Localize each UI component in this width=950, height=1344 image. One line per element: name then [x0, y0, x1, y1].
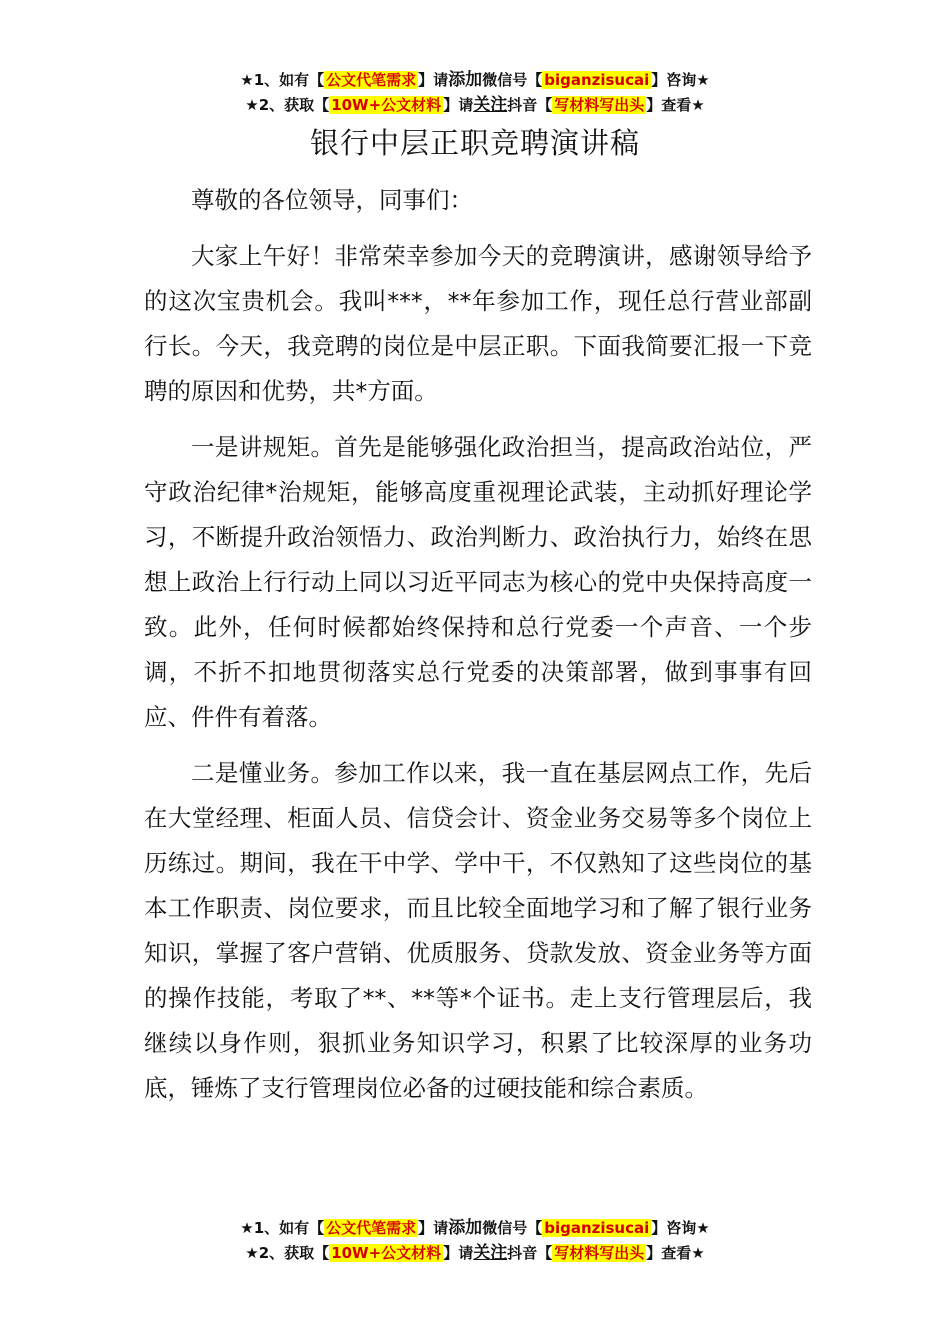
paragraph-rules: 一是讲规矩。首先是能够强化政治担当，提高政治站位，严守政治纪律*治规矩，能够高度重视理论武装，主动抓好理论学习，不断提升政治领悟力、政治判断力、政治执行力，始终在思想上政治上行行动上同以习近平同志为核心的党中央保持高度一致。此外，任何时候都始终保持和总行党委一个声音、一个步调，不折不扣地贯彻落实总行党委的决策部署，做到事事有回应、件件有着落。 — [144, 433, 812, 731]
banner-emphasis: 添加 — [448, 70, 483, 90]
banner-text: 】请 — [443, 96, 474, 114]
banner-text: 】查看★ — [646, 1244, 705, 1262]
banner-line-2 — [0, 93, 950, 118]
footer-banner — [0, 1216, 950, 1266]
banner-text: 抖音【 — [507, 1244, 553, 1262]
banner-emphasis: 关注 — [473, 1243, 508, 1263]
paragraph-business: 二是懂业务。参加工作以来，我一直在基层网点工作，先后在大堂经理、柜面人员、信贷会计、资金业务交易等多个岗位上历练过。期间，我在干中学、学中干，不仅熟知了这些岗位的基本工作职责、岗位要求，而且比较全面地学习和了解了银行业务知识，掌握了客户营销、优质服务、贷款发放、资金业务等方面的操作技能，考取了**、**等*个证书。走上支行管理层后，我继续以身作则，狠抓业务知识学习，积累了比较深厚的业务功底，锤炼了支行管理岗位必备的过硬技能和综合素质。 — [144, 759, 812, 1102]
banner-text: ★1、如有【 — [240, 1219, 325, 1237]
banner-line-1 — [0, 1216, 950, 1241]
highlight-douyin-account: 写材料写出头 — [554, 1244, 645, 1262]
highlight-service: 公文代笔需求 — [326, 1219, 417, 1237]
banner-text: ★2、获取【 — [245, 96, 330, 114]
highlight-materials: 10W+公文材料 — [331, 96, 442, 114]
document-title: 银行中层正职竞聘演讲稿 — [309, 126, 640, 160]
highlight-materials: 10W+公文材料 — [331, 1244, 442, 1262]
banner-line-1 — [0, 68, 950, 93]
banner-emphasis: 关注 — [473, 95, 508, 115]
banner-text: 】请 — [418, 71, 449, 89]
banner-text: 微信号【 — [482, 71, 543, 89]
highlight-wechat-id: biganzisucai — [544, 71, 650, 89]
banner-text: 】请 — [418, 1219, 449, 1237]
highlight-wechat-id: biganzisucai — [544, 1219, 650, 1237]
highlight-douyin-account: 写材料写出头 — [554, 96, 645, 114]
banner-text: 】查看★ — [646, 96, 705, 114]
highlight-service: 公文代笔需求 — [326, 71, 417, 89]
salutation: 尊敬的各位领导，同事们： — [191, 186, 473, 214]
banner-text: 抖音【 — [507, 96, 553, 114]
banner-line-2 — [0, 1241, 950, 1266]
banner-text: 微信号【 — [482, 1219, 543, 1237]
banner-text: 】咨询★ — [651, 1219, 710, 1237]
banner-text: 】咨询★ — [651, 71, 710, 89]
banner-emphasis: 添加 — [448, 1218, 483, 1238]
paragraph-intro: 大家上午好！非常荣幸参加今天的竞聘演讲，感谢领导给予的这次宝贵机会。我叫***，**年参加工作，现任总行营业部副行长。今天，我竞聘的岗位是中层正职。下面我简要汇报一下竞聘的原因和优势，共*方面。 — [144, 242, 812, 405]
banner-text: ★1、如有【 — [240, 71, 325, 89]
document-body — [144, 178, 812, 1122]
banner-text: 】请 — [443, 1244, 474, 1262]
banner-text: ★2、获取【 — [245, 1244, 330, 1262]
header-banner — [0, 68, 950, 118]
